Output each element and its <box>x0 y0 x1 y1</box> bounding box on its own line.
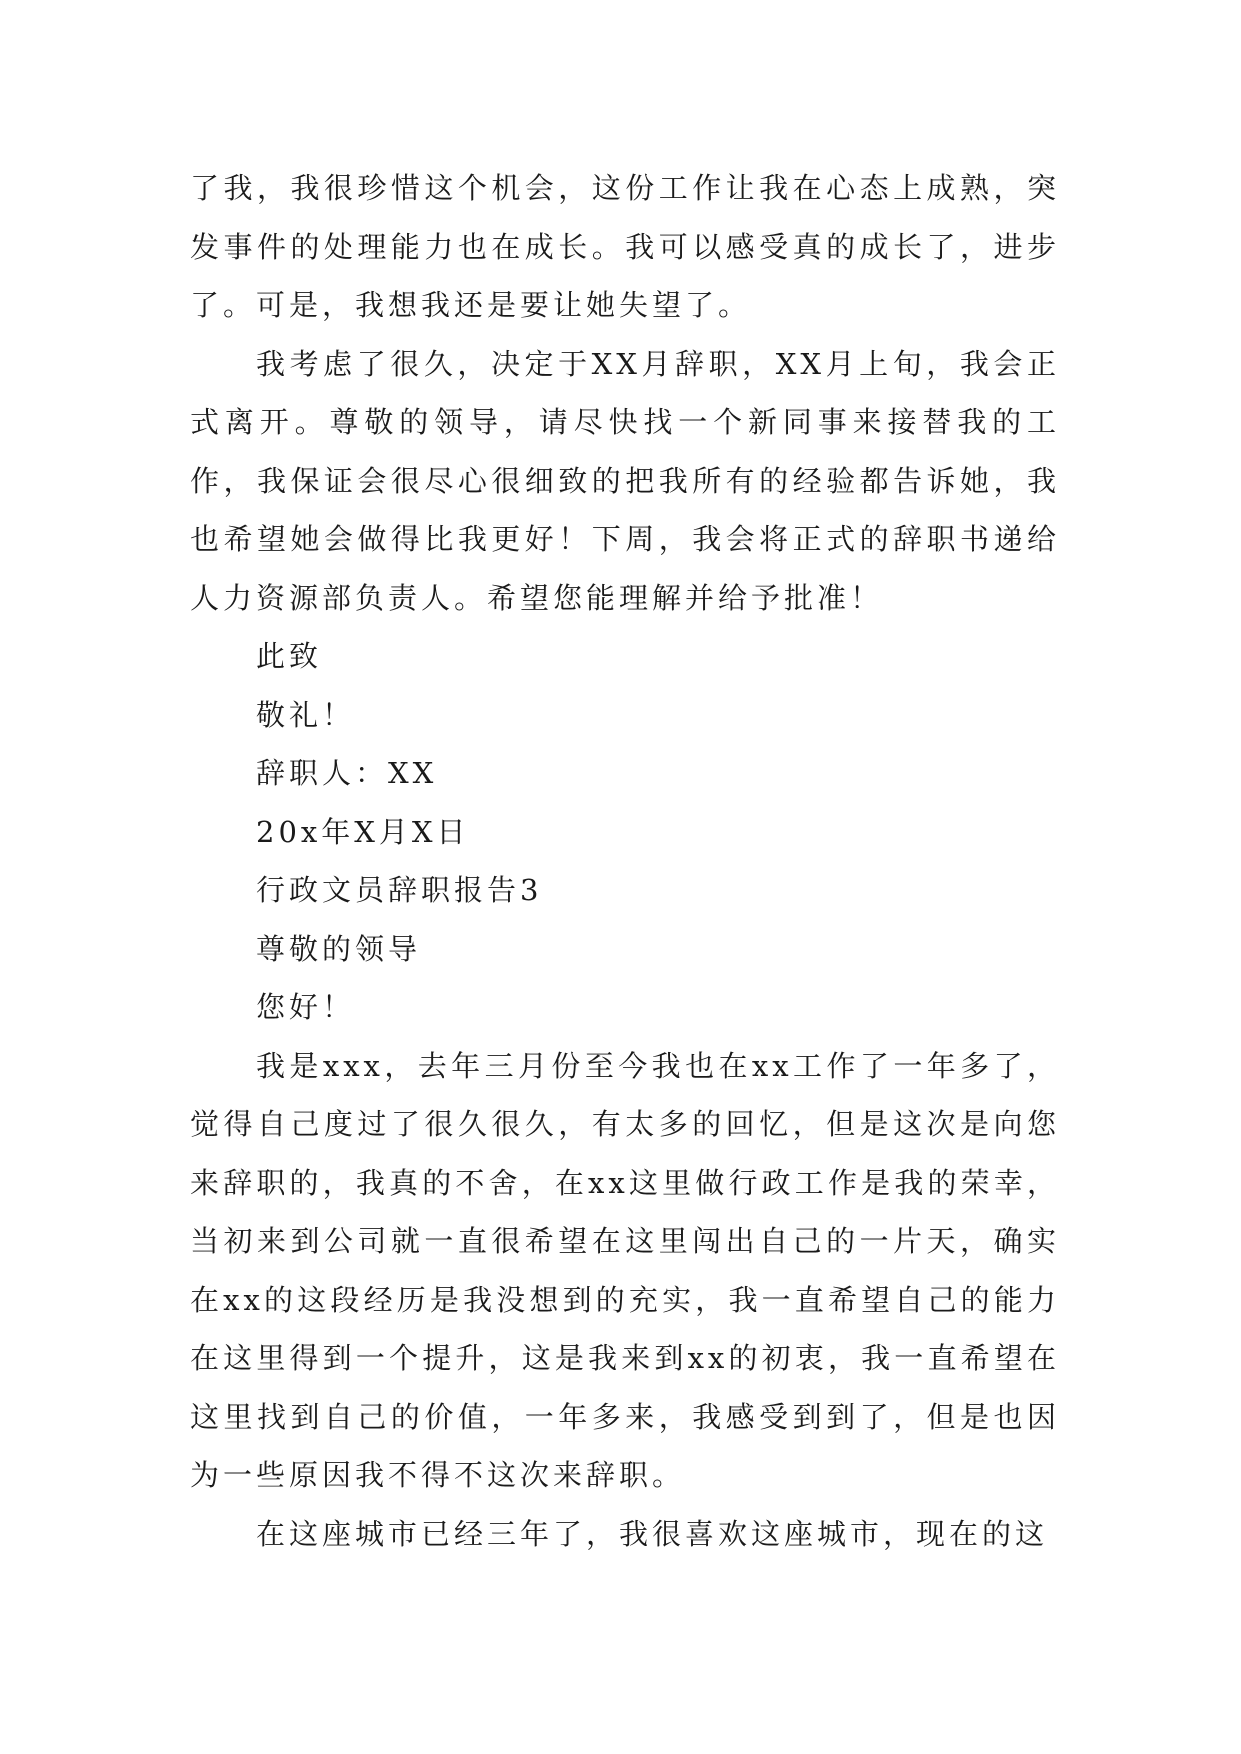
paragraph-city: 在这座城市已经三年了，我很喜欢这座城市，现在的这 <box>256 1516 1049 1551</box>
greeting-line: 您好！ <box>256 990 356 1024</box>
paragraph-continued: 了我，我很珍惜这个机会，这份工作让我在心态上成熟，突发事件的处理能力也在成长。我可以感受真的成长了，进步了。可是，我想我还是要让她失望了。 <box>190 171 1060 322</box>
paragraph-decision: 我考虑了很久，决定于XX月辞职，XX月上旬，我会正式离开。尊敬的领导，请尽快找一个新同事来接替我的工作，我保证会很尽心很细致的把我所有的经验都告诉她，我也希望她会做得比我更好！下周，我会将正式的辞职书递给人力资源部负责人。希望您能理解并给予批准！ <box>190 346 1060 615</box>
closing-line-1: 此致 <box>256 639 323 673</box>
section-title: 行政文员辞职报告3 <box>256 873 543 907</box>
paragraph-intro: 我是xxx，去年三月份至今我也在xx工作了一年多了，觉得自己度过了很久很久，有太多的回忆，但是这次是向您来辞职的，我真的不舍，在xx这里做行政工作是我的荣幸，当初来到公司就一直很希望在这里闯出自己的一片天，确实在xx的这段经历是我没想到的充实，我一直希望自己的能力在这里得到一个提升，这是我来到xx的初衷，我一直希望在这里找到自己的价值，一年多来，我感受到到了，但是也因为一些原因我不得不这次来辞职。 <box>190 1048 1060 1492</box>
closing-line-2: 敬礼！ <box>256 697 356 732</box>
date-line: 20x年X月X日 <box>256 814 470 849</box>
signature-line: 辞职人：XX <box>256 756 438 790</box>
salutation-line: 尊敬的领导 <box>256 931 422 966</box>
document-body <box>190 159 1060 1563</box>
